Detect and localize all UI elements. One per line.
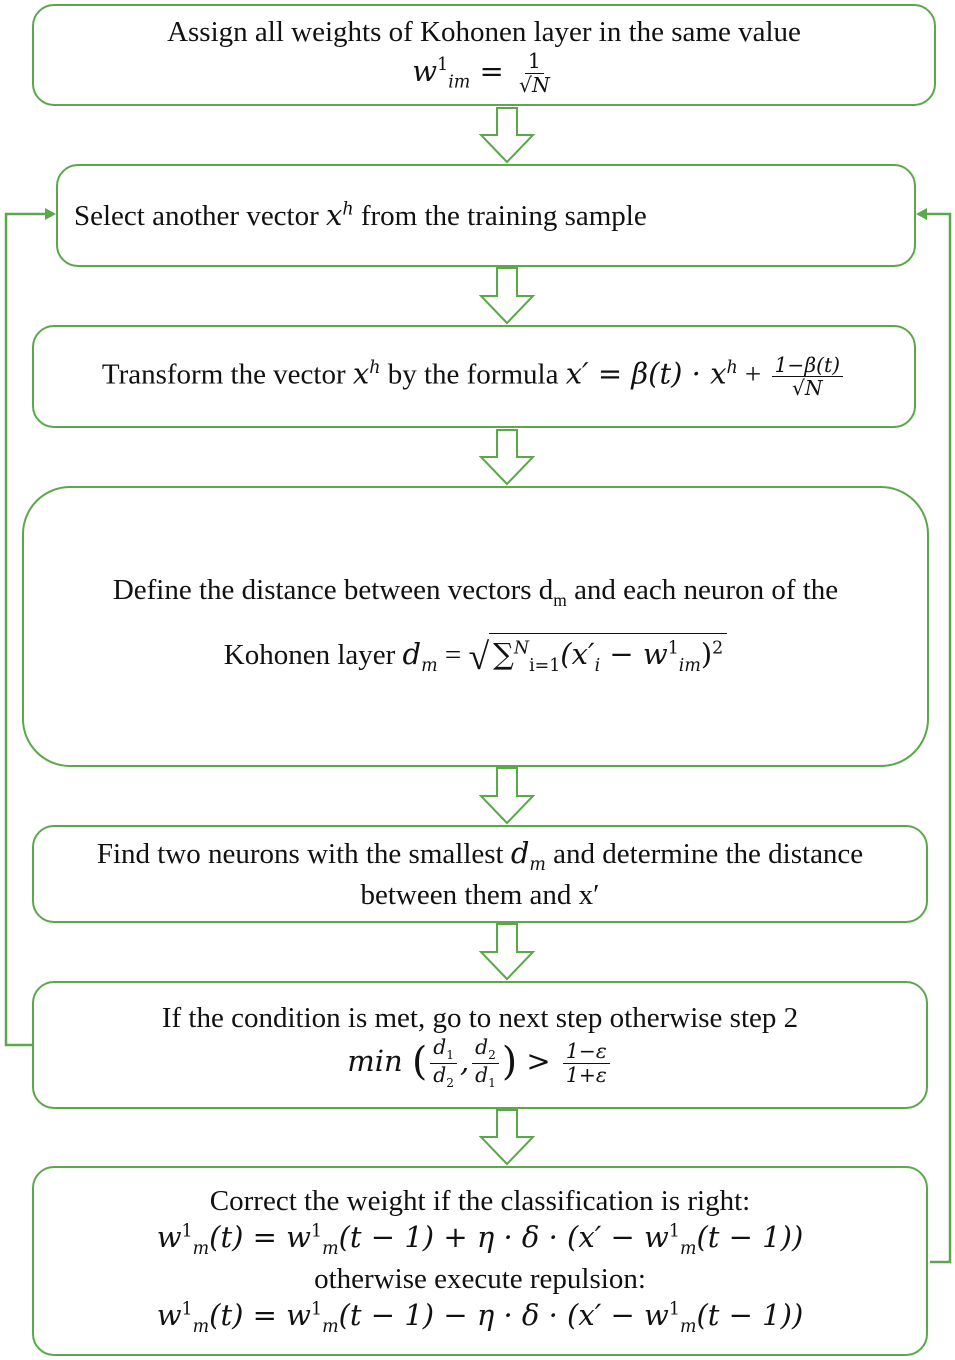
down-arrow-6 (481, 1110, 533, 1164)
step-3-text: Transform the vector $x^h$ by the formula $x' = \beta(t) \cdot x^h$ + $\frac{1-\beta(t)}{√N}$ (102, 354, 846, 400)
step-5-box (32, 825, 928, 923)
loop-right-line (922, 214, 950, 1262)
step-7-line-1: Correct the weight if the classification is right: (209, 1185, 751, 1218)
step-1-text: Assign all weights of Kohonen layer in the same value (167, 16, 801, 49)
step-4-box (22, 486, 929, 767)
step-1-formula: $w^1_{im}$ = $\frac{1}{√N}$ (412, 49, 550, 97)
step-2-box (56, 164, 916, 267)
down-arrow-5 (481, 924, 533, 979)
step-6-line-1: If the condition is met, go to next step otherwise step 2 (161, 1001, 799, 1034)
step-7-line-3: otherwise execute repulsion: (314, 1263, 646, 1295)
step-4-line-1: Define the distance between vectors $d_m$ and each neuron of the (112, 573, 839, 610)
loop-left-arrowhead (45, 208, 56, 220)
step-2-text: Select another vector $x^h$ from the training sample (74, 197, 647, 232)
down-arrow-1 (481, 108, 533, 162)
step-6-box (32, 981, 928, 1109)
step-7-box (32, 1166, 928, 1356)
loop-right-arrowhead (916, 208, 927, 220)
down-arrow-2 (481, 268, 533, 323)
step-6-formula: min ( $\frac{d_1}{d_2}$ , $\frac{d_2}{d_1}$ ) > $\frac{1-\varepsilon}{1+\varepsilon}$ (347, 1036, 612, 1090)
step-3-box (32, 325, 916, 428)
step-5-line-2: between them and x′ (360, 878, 600, 911)
step-7-equation-1: $w^1_m(t) = w^1_m(t - 1) + \eta \cdot \delta \cdot (x' - w^1_m(t - 1))$ (156, 1220, 804, 1260)
step-7-equation-2: $w^1_m(t) = w^1_m(t - 1) - \eta \cdot \delta \cdot (x' - w^1_m(t - 1))$ (156, 1298, 804, 1338)
step-1-box (32, 4, 936, 106)
step-4-line-2: Kohonen layer $d_m$ = √ $\sum^N_{i=1}(x'_i - w^1_{im})^2$ (224, 633, 727, 681)
step-5-line-1: Find two neurons with the smallest $d_m$ and determine the distance (96, 836, 864, 875)
down-arrow-3 (481, 430, 533, 484)
down-arrow-4 (481, 768, 533, 823)
